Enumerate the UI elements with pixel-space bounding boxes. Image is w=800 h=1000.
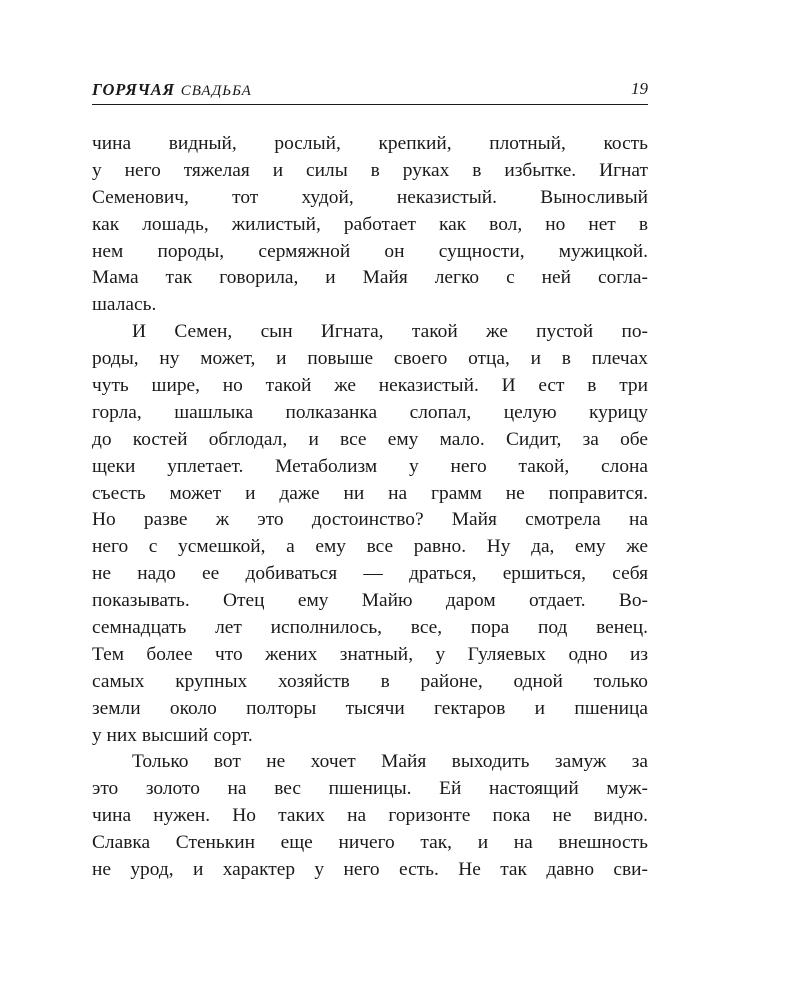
page-number: 19 bbox=[631, 79, 648, 98]
body-text bbox=[92, 131, 648, 884]
text-line: земли около полторы тысячи гектаров и пшеница bbox=[92, 697, 648, 719]
text-line: Тем более что жених знатный, у Гуляевых одно из bbox=[92, 643, 648, 665]
text-line: самых крупных хозяйств в районе, одной только bbox=[92, 670, 648, 692]
paragraph-1 bbox=[92, 131, 648, 319]
book-title bbox=[92, 80, 252, 100]
text-line: до костей обглодал, и все ему мало. Сидит, за обе bbox=[92, 428, 648, 450]
text-line: семнадцать лет исполнилось, все, пора под венец. bbox=[92, 617, 648, 639]
text-line: И Семен, сын Игната, такой же пустой по- bbox=[132, 321, 648, 343]
running-header bbox=[92, 78, 648, 105]
text-line: нем породы, сермяжной он сущности, мужицкой. bbox=[92, 240, 648, 262]
paragraph-2 bbox=[92, 319, 648, 749]
text-line: горла, шашлыка полказанка слопал, целую курицу bbox=[92, 401, 648, 423]
text-line: Мама так говорила, и Майя легко с ней согла- bbox=[92, 267, 648, 289]
text-line: щеки уплетает. Метаболизм у него такой, слона bbox=[92, 455, 648, 477]
text-line: Славка Стенькин еще ничего так, и на внешность bbox=[92, 832, 648, 854]
text-line: чина видный, рослый, крепкий, плотный, кость bbox=[92, 133, 648, 154]
text-line: Семенович, тот худой, неказистый. Выносливый bbox=[92, 186, 648, 208]
text-line: у них высший сорт. bbox=[92, 724, 253, 746]
text-line: шалась. bbox=[92, 294, 157, 316]
text-line: Только вот не хочет Майя выходить замуж за bbox=[132, 751, 648, 773]
book-title-part1: ГОРЯЧАЯ bbox=[92, 80, 175, 99]
text-line: Но разве ж это достоинство? Майя смотрела на bbox=[92, 509, 648, 531]
book-title-part2: СВАДЬБА bbox=[180, 83, 252, 99]
text-line: чина нужен. Но таких на горизонте пока не видно. bbox=[92, 805, 648, 827]
text-line: как лошадь, жилистый, работает как вол, но нет в bbox=[92, 213, 648, 235]
text-line: не урод, и характер у него есть. Не так давно сви- bbox=[92, 859, 648, 881]
text-line: съесть может и даже ни на грамм не поправится. bbox=[92, 482, 648, 504]
text-line: не надо ее добиваться — драться, ершиться, себя bbox=[92, 563, 648, 585]
text-line: чуть шире, но такой же неказистый. И ест в три bbox=[92, 375, 648, 397]
paragraph-3 bbox=[92, 749, 648, 883]
text-line: него с усмешкой, а ему все равно. Ну да, ему же bbox=[92, 536, 648, 558]
text-line: роды, ну может, и повыше своего отца, и в плечах bbox=[92, 348, 648, 370]
text-line: у него тяжелая и силы в руках в избытке. Игнат bbox=[92, 159, 648, 181]
text-line: показывать. Отец ему Майю даром отдает. Во- bbox=[92, 590, 648, 612]
text-line: это золото на вес пшеницы. Ей настоящий муж- bbox=[92, 778, 648, 800]
